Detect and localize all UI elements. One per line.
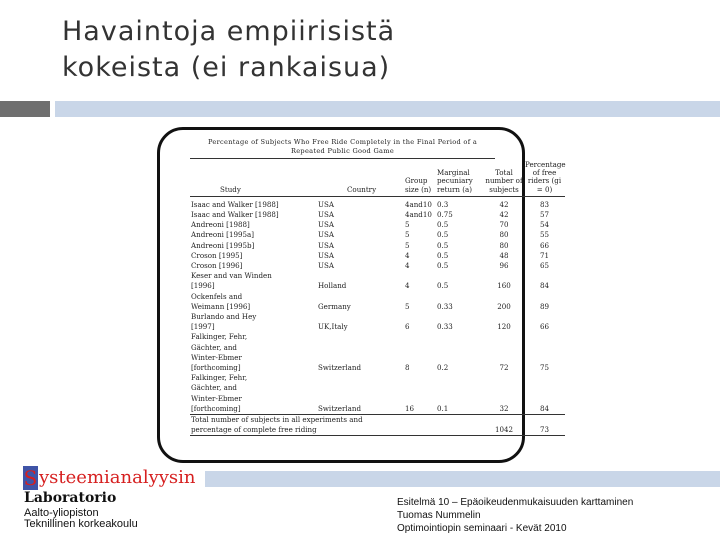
- cell-percentage: 54: [539, 220, 550, 230]
- table-caption: [190, 138, 495, 159]
- organization: [24, 508, 138, 530]
- table-row: [190, 373, 565, 383]
- cell-percentage: 84: [539, 281, 550, 291]
- cell-total-subjects: 48: [499, 250, 509, 260]
- total-label-line1: Total number of subjects in all experiments and: [190, 415, 484, 426]
- table-row: [190, 281, 565, 291]
- free-rider-table: [190, 138, 566, 436]
- cell-country: USA: [318, 230, 334, 240]
- cell-country: USA: [318, 220, 334, 230]
- cell-study: Winter-Ebmer: [191, 393, 242, 403]
- cell-study: Burlando and Hey: [191, 312, 257, 322]
- cell-study: Gächter, and: [191, 342, 237, 352]
- table-row: [190, 292, 565, 302]
- cell-total-subjects: 80: [499, 230, 509, 240]
- organization-line2: Teknillinen korkeakoulu: [24, 518, 138, 530]
- cell-group-size: 8: [405, 363, 410, 373]
- cell-country: Switzerland: [318, 363, 361, 373]
- table-row: [190, 353, 565, 363]
- cell-marginal-return: 0.2: [437, 363, 449, 373]
- cell-country: USA: [318, 240, 334, 250]
- cell-country: Germany: [318, 301, 351, 311]
- cell-group-size: 5: [405, 301, 410, 311]
- cell-study: Andreoni [1988]: [191, 220, 250, 230]
- header-marginal-return: Marginal pecuniary return (a): [436, 159, 484, 196]
- cell-percentage: 83: [539, 199, 550, 209]
- table-total-row-1: [190, 415, 565, 426]
- logo-initial: S: [23, 466, 38, 490]
- data-table: [190, 159, 565, 436]
- table-row: [190, 251, 565, 261]
- title-accent-bar-light: [55, 101, 720, 117]
- cell-marginal-return: 0.5: [437, 250, 449, 260]
- cell-group-size: 5: [405, 220, 410, 230]
- total-label-line2: percentage of complete free riding: [190, 425, 484, 436]
- table-row: [190, 394, 565, 404]
- cell-total-subjects: 160: [497, 281, 511, 291]
- cell-group-size: 5: [405, 240, 410, 250]
- slide-title: [62, 14, 395, 86]
- cell-percentage: 65: [539, 261, 550, 271]
- table-row: [190, 210, 565, 220]
- table-body: [190, 196, 565, 414]
- cell-marginal-return: 0.33: [437, 322, 453, 332]
- table-caption-line2: Repeated Public Good Game: [290, 147, 395, 155]
- cell-total-subjects: 72: [499, 363, 509, 373]
- cell-percentage: 55: [539, 230, 550, 240]
- total-subjects-value: 1042: [484, 425, 524, 436]
- table-row: [190, 302, 565, 312]
- table-total-row-2: [190, 425, 565, 436]
- cell-study: [forthcoming]: [191, 403, 241, 413]
- cell-percentage: 66: [539, 240, 550, 250]
- cell-study: [1997]: [191, 322, 215, 332]
- table-row: [190, 322, 565, 332]
- cell-country: USA: [318, 199, 334, 209]
- cell-study: Andreoni [1995b]: [191, 240, 255, 250]
- logo-laboratory: Laboratorio: [24, 490, 117, 506]
- cell-total-subjects: 42: [499, 210, 509, 220]
- footer-accent-bar: [205, 471, 720, 487]
- cell-study: Andreoni [1995a]: [191, 230, 255, 240]
- table-image-frame: [157, 127, 566, 463]
- cell-study: Isaac and Walker [1988]: [191, 210, 279, 220]
- total-percentage-value: 73: [524, 425, 565, 436]
- presentation-info: [397, 496, 633, 535]
- cell-marginal-return: 0.75: [437, 210, 453, 220]
- presentation-title: Esitelmä 10 – Epäoikeudenmukaisuuden karttaminen: [397, 497, 634, 508]
- table-row: [190, 196, 565, 210]
- slide-title-line1: Havaintoja empiirisistä: [62, 16, 396, 47]
- cell-percentage: 66: [539, 322, 550, 332]
- table-row: [190, 363, 565, 373]
- table-row: [190, 230, 565, 240]
- cell-marginal-return: 0.5: [437, 220, 449, 230]
- cell-total-subjects: 70: [499, 220, 509, 230]
- cell-study: Croson [1996]: [191, 261, 243, 271]
- cell-study: [forthcoming]: [191, 363, 241, 373]
- slide-title-line2: kokeista (ei rankaisua): [62, 52, 391, 83]
- cell-study: Ockenfels and: [191, 291, 243, 301]
- cell-total-subjects: 80: [499, 240, 509, 250]
- table-row: [190, 383, 565, 393]
- cell-study: Falkinger, Fehr,: [191, 332, 248, 342]
- table-row: [190, 271, 565, 281]
- cell-study: Isaac and Walker [1988]: [191, 199, 279, 209]
- cell-marginal-return: 0.5: [437, 230, 449, 240]
- cell-marginal-return: 0.5: [437, 261, 449, 271]
- cell-group-size: 16: [405, 403, 415, 413]
- cell-country: Switzerland: [318, 403, 361, 413]
- cell-percentage: 57: [539, 210, 550, 220]
- cell-marginal-return: 0.33: [437, 301, 453, 311]
- cell-total-subjects: 120: [497, 322, 511, 332]
- cell-percentage: 75: [539, 363, 550, 373]
- header-country: Country: [317, 159, 404, 196]
- cell-country: USA: [318, 261, 334, 271]
- header-study: Study: [190, 159, 317, 196]
- cell-group-size: 4and10: [405, 210, 432, 220]
- cell-percentage: 71: [539, 250, 550, 260]
- table-row: [190, 404, 565, 415]
- cell-total-subjects: 200: [497, 301, 511, 311]
- cell-marginal-return: 0.1: [437, 403, 449, 413]
- seminar-name: Optimointiopin seminaari - Kevät 2010: [397, 523, 567, 534]
- cell-marginal-return: 0.5: [437, 281, 449, 291]
- organization-line1: Aalto-yliopiston: [24, 507, 99, 519]
- cell-group-size: 5: [405, 230, 410, 240]
- cell-country: USA: [318, 250, 334, 260]
- table-row: [190, 343, 565, 353]
- cell-marginal-return: 0.5: [437, 240, 449, 250]
- table-row: [190, 332, 565, 342]
- cell-country: UK,Italy: [318, 322, 348, 332]
- cell-group-size: 6: [405, 322, 410, 332]
- cell-total-subjects: 42: [499, 199, 509, 209]
- cell-study: [1996]: [191, 281, 215, 291]
- cell-group-size: 4: [405, 281, 410, 291]
- table-row: [190, 241, 565, 251]
- cell-total-subjects: 96: [499, 261, 509, 271]
- header-percentage: Percentage of free riders (gi = 0): [524, 159, 565, 196]
- cell-group-size: 4and10: [405, 199, 432, 209]
- cell-study: Weimann [1996]: [191, 301, 251, 311]
- cell-study: Winter-Ebmer: [191, 352, 242, 362]
- cell-study: Gächter, and: [191, 383, 237, 393]
- table-header-row: [190, 159, 565, 196]
- cell-study: Keser and van Winden: [191, 271, 272, 281]
- table-caption-line1: Percentage of Subjects Who Free Ride Completely in the Final Period of a: [207, 138, 478, 146]
- cell-country: USA: [318, 210, 334, 220]
- cell-group-size: 4: [405, 250, 410, 260]
- cell-study: Falkinger, Fehr,: [191, 373, 248, 383]
- cell-study: Croson [1995]: [191, 250, 243, 260]
- table-row: [190, 312, 565, 322]
- cell-percentage: 84: [539, 403, 550, 413]
- cell-total-subjects: 32: [499, 403, 509, 413]
- cell-country: Holland: [318, 281, 347, 291]
- logo-name: ysteemianalyysin: [39, 467, 196, 488]
- presenter-name: Tuomas Nummelin: [397, 510, 481, 521]
- cell-marginal-return: 0.3: [437, 199, 449, 209]
- title-accent-bar-dark: [0, 101, 50, 117]
- table-row: [190, 261, 565, 271]
- header-total-subjects: Total number of subjects: [484, 159, 524, 196]
- cell-percentage: 89: [539, 301, 550, 311]
- cell-group-size: 4: [405, 261, 410, 271]
- header-group-size: Group size (n): [404, 159, 436, 196]
- table-row: [190, 220, 565, 230]
